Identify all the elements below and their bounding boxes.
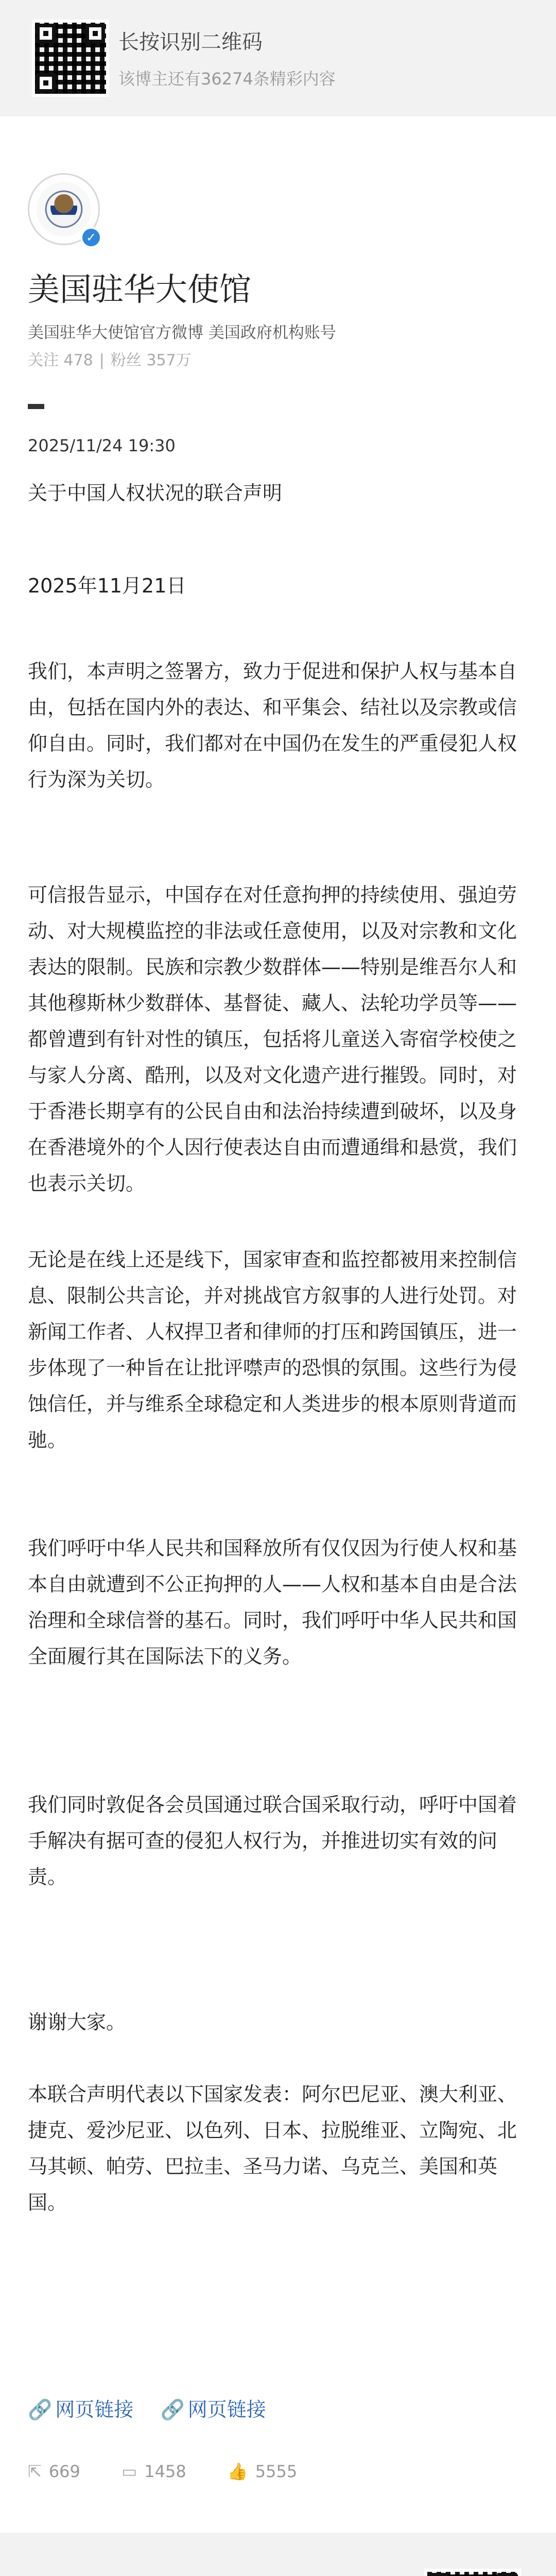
paragraph-3: 无论是在线上还是线下，国家审查和监控都被用来控制信息、限制公共言论，并对挑战官方叙事的人进行处罚。对新闻工作者、人权捍卫者和律师的打压和跨国镇压，进一步体现了一种旨在让批评噤声的恐惧的氛围。这些行为侵蚀信任，并与维系全球稳定和人类进步的根本原则背道而驰。 xyxy=(28,1248,517,1451)
repost-button[interactable]: ⇱ 669 xyxy=(28,2462,80,2481)
banner-subtitle: 该博主还有36274条精彩内容 xyxy=(118,69,336,89)
paragraph-5: 我们同时敦促各会员国通过联合国采取行动，呼吁中国着手解决有据可查的侵犯人权行为，并推进切实有效的问责。 xyxy=(28,1793,517,1888)
post-timestamp: 2025/11/24 19:30 xyxy=(28,436,176,455)
post-card xyxy=(0,116,556,2533)
following-count[interactable]: 关注 478 xyxy=(28,351,93,369)
web-link-2[interactable]: 🔗 网页链接 xyxy=(160,2398,266,2421)
account-description: 美国驻华大使馆官方微博 美国政府机构账号 xyxy=(28,324,336,342)
footer-qr-code[interactable] xyxy=(424,2569,521,2576)
divider-mark xyxy=(28,404,44,409)
account-stats: 关注 478 | 粉丝 357万 xyxy=(28,351,192,369)
account-name[interactable]: 美国驻华大使馆 xyxy=(28,270,252,308)
paragraph-7: 本联合声明代表以下国家发表：阿尔巴尼亚、澳大利亚、捷克、爱沙尼亚、以色列、日本、拉脱维亚、立陶宛、北马其顿、帕劳、巴拉圭、圣马力诺、乌克兰、美国和英国。 xyxy=(28,2083,517,2214)
like-button[interactable]: 👍 5555 xyxy=(227,2462,298,2481)
footer-banner xyxy=(0,2533,556,2576)
like-icon: 👍 xyxy=(227,2462,248,2481)
paragraph-2: 可信报告显示，中国存在对任意拘押的持续使用、强迫劳动、对大规模监控的非法或任意使用，以及对宗教和文化表达的限制。民族和宗教少数群体——特别是维吾尔人和其他穆斯林少数群体、基督徒、藏人、法轮功学员等——都曾遭到有针对性的镇压，包括将儿童送入寄宿学校使之与家人分离、酷刑，以及对文化遗产进行摧毁。同时，对于香港长期享有的公民自由和法治持续遭到破坏，以及身在香港境外的个人因行使表达自由而遭通缉和悬赏，我们也表示关切。 xyxy=(28,884,517,1195)
link-icon: 🔗 xyxy=(28,2398,53,2421)
post-actions xyxy=(28,2462,333,2481)
paragraph-4: 我们呼吁中华人民共和国释放所有仅仅因为行使人权和基本自由就遭到不公正拘押的人——人权和基本自由是合法治理和全球信誉的基石。同时，我们呼吁中华人民共和国全面履行其在国际法下的义务。 xyxy=(28,1537,517,1668)
statement-date: 2025年11月21日 xyxy=(28,574,186,597)
paragraph-6: 谢谢大家。 xyxy=(28,2011,126,2033)
qr-banner xyxy=(0,0,556,116)
web-links xyxy=(28,2394,287,2422)
link-icon: 🔗 xyxy=(160,2398,185,2421)
verified-badge-icon: ✓ xyxy=(80,227,102,248)
footer-title xyxy=(28,2574,296,2576)
paragraph-1: 我们，本声明之签署方，致力于促进和保护人权与基本自由，包括在国内外的表达、和平集会、结社以及宗教或信仰自由。同时，我们都对在中国仍在发生的严重侵犯人权行为深为关切。 xyxy=(28,660,517,791)
web-link-1[interactable]: 🔗 网页链接 xyxy=(28,2398,134,2421)
comment-icon: ▭ xyxy=(121,2462,137,2481)
post-title: 关于中国人权状况的联合声明 xyxy=(28,482,283,504)
repost-icon: ⇱ xyxy=(28,2462,42,2481)
qr-code[interactable] xyxy=(32,20,109,97)
comment-button[interactable]: ▭ 1458 xyxy=(121,2462,186,2481)
followers-count[interactable]: 粉丝 357万 xyxy=(110,351,192,369)
banner-title: 长按识别二维码 xyxy=(118,30,263,54)
